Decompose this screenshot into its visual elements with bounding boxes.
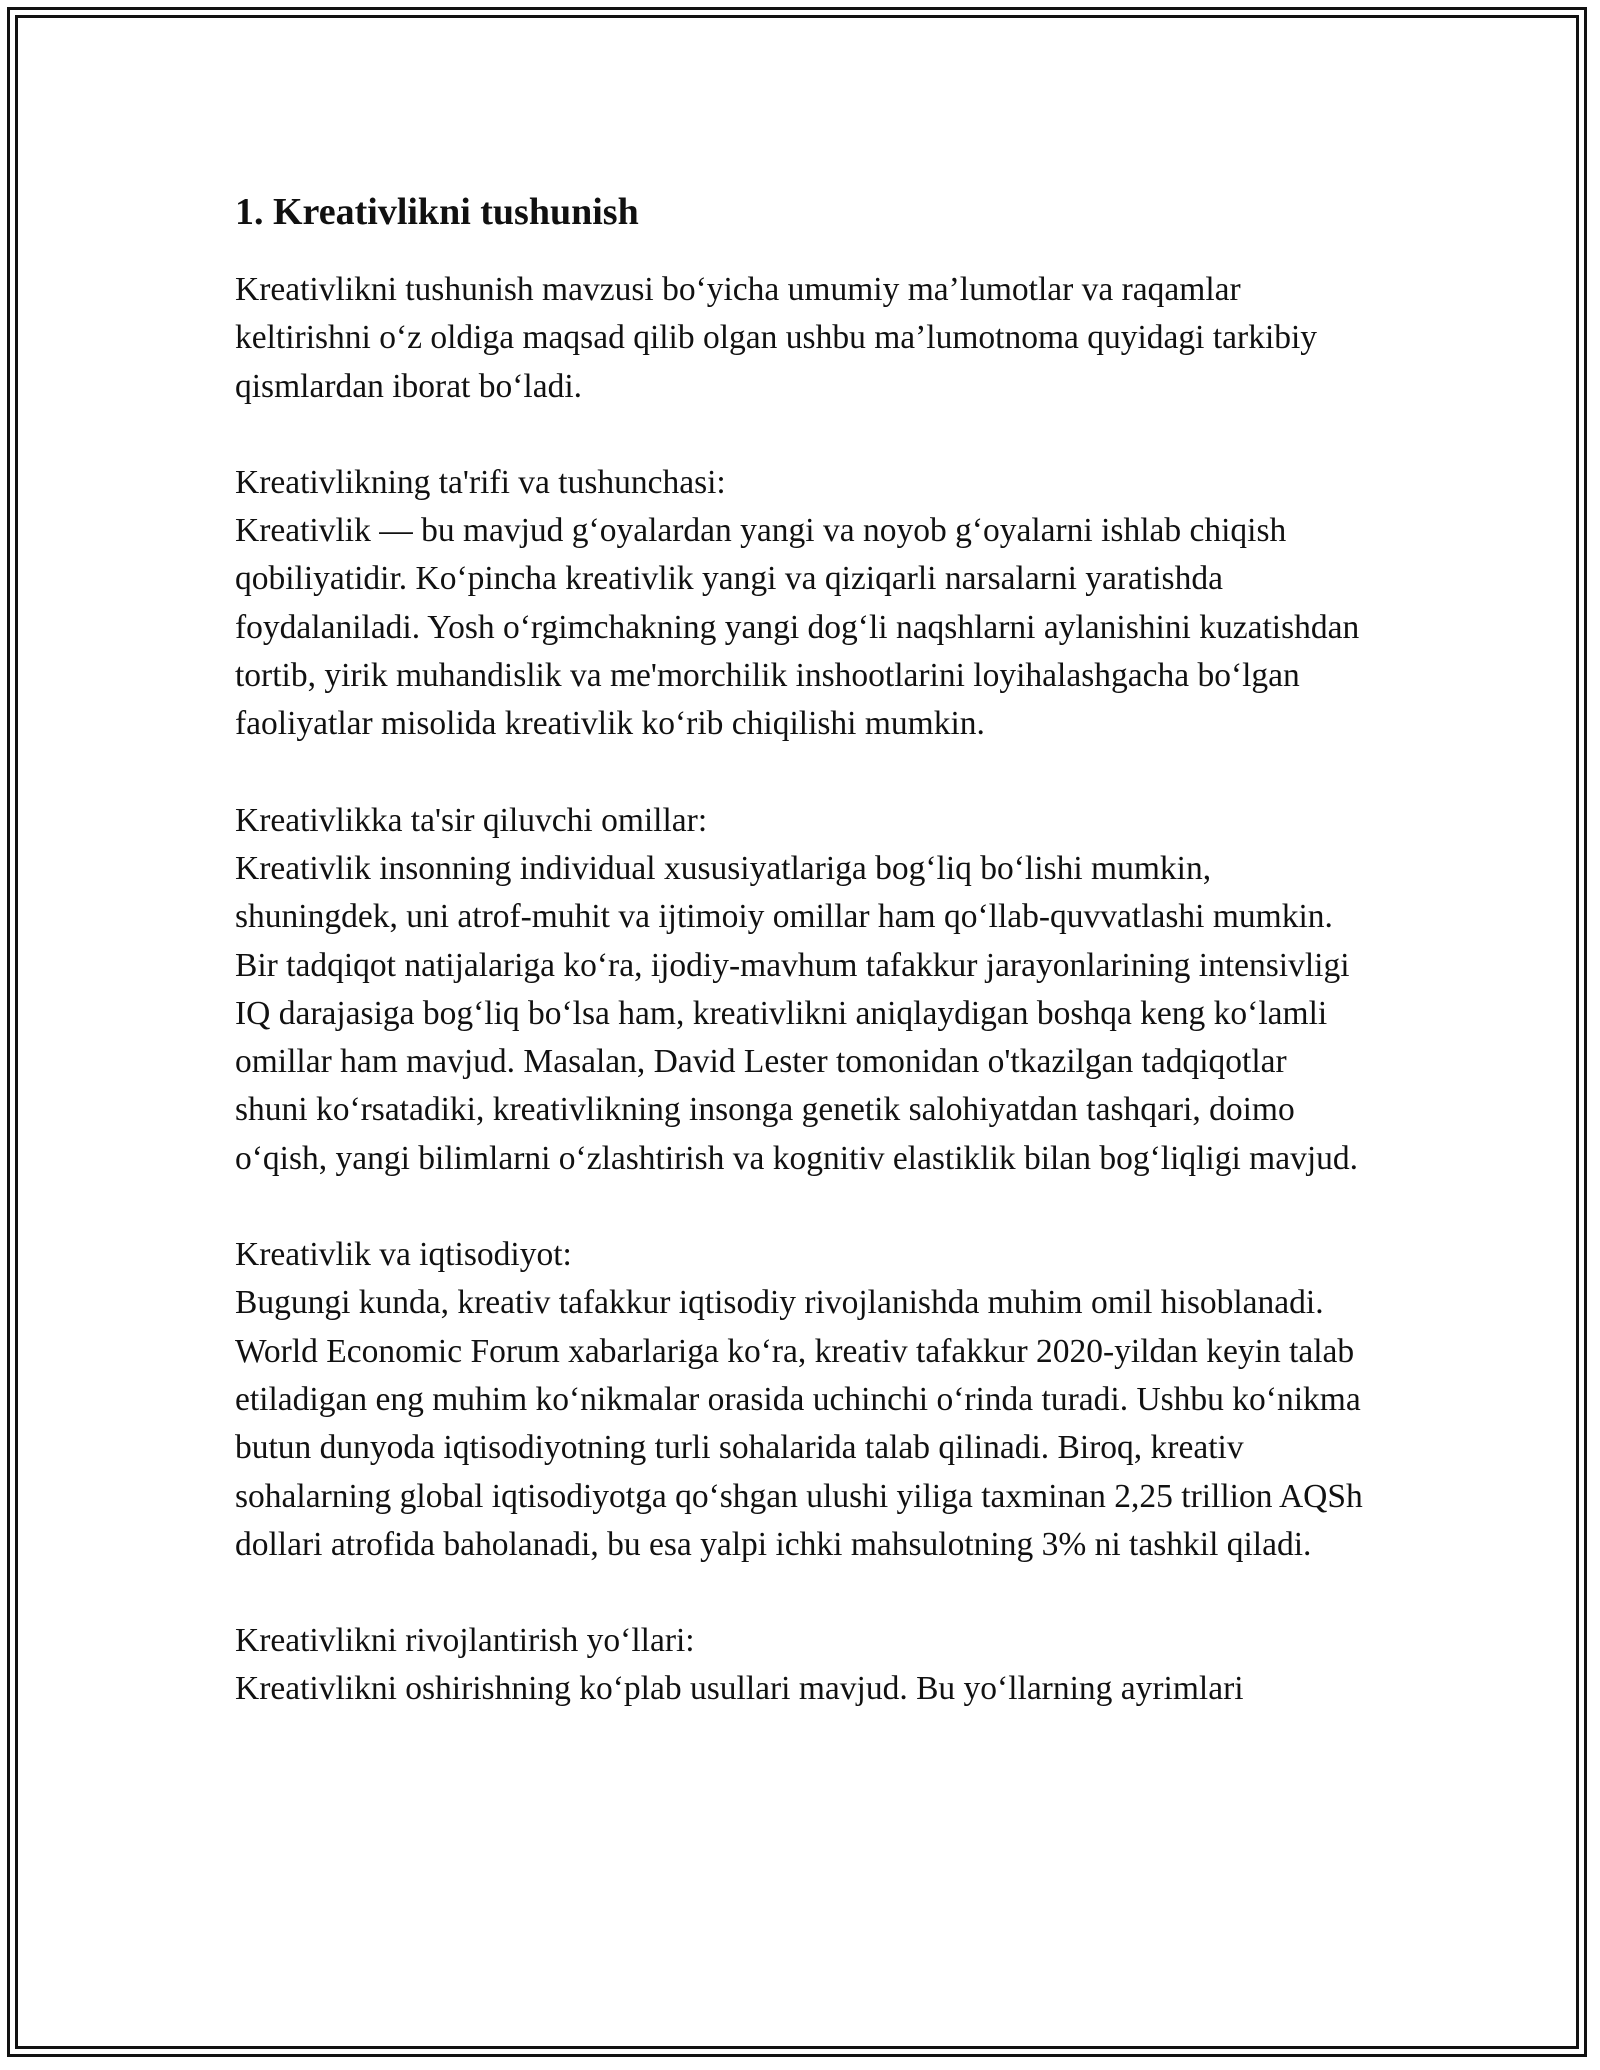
definition-body: Kreativlik — bu mavjud g‘oyalardan yangi va noyob g‘oyalarni ishlab chiqish qobiliyatidir. Ko‘pincha kreativlik yangi va qiziqarli narsalarni yaratishda foydalaniladi. Yosh o‘rgimchakning yangi dog‘li naqshlarni aylanishini kuzatishdan tortib, yirik muhandislik va me'morchilik inshootlarini loyihalashgacha bo‘lgan faoliyatlar misolida kreativlik ko‘rib chiqilishi mumkin.	[235, 512, 1360, 743]
development-title: Kreativlikni rivojlantirish yo‘llari:	[235, 1622, 695, 1660]
intro-paragraph: Kreativlikni tushunish mavzusi bo‘yicha umumiy ma’lumotlar va raqamlar keltirishni o‘z oldiga maqsad qilib olgan ushbu ma’lumotnoma quyidagi tarkibiy qismlardan iborat bo‘ladi.	[235, 271, 1318, 405]
factors-title: Kreativlikka ta'sir qiluvchi omillar:	[235, 801, 708, 839]
development-section	[235, 1617, 1365, 1714]
definition-title: Kreativlikning ta'rifi va tushunchasi:	[235, 463, 726, 501]
section-heading: 1. Kreativlikni tushunish	[235, 191, 639, 233]
development-body: Kreativlikni oshirishning ko‘plab usullari mavjud. Bu yo‘llarning ayrimlari	[235, 1670, 1244, 1708]
factors-body: Kreativlik insonning individual xususiyatlariga bog‘liq bo‘lishi mumkin, shuningdek, uni atrof-muhit va ijtimoiy omillar ham qo‘llab-quvvatlashi mumkin. Bir tadqiqot natijalariga ko‘ra, ijodiy-mavhum tafakkur jarayonlarining intensivligi IQ darajasiga bog‘liq bo‘lsa ham, kreativlikni aniqlaydigan boshqa keng ko‘lamli omillar ham mavjud. Masalan, David Lester tomonidan o'tkazilgan tadqiqotlar shuni ko‘rsatadiki, kreativlikning insonga genetik salohiyatdan tashqari, doimo o‘qish, yangi bilimlarni o‘zlashtirish va kognitiv elastiklik bilan bog‘liqligi mavjud.	[235, 849, 1359, 1177]
definition-section	[235, 459, 1365, 749]
factors-section	[235, 797, 1365, 1183]
economy-section	[235, 1231, 1365, 1569]
economy-title: Kreativlik va iqtisodiyot:	[235, 1236, 572, 1274]
document-body	[235, 186, 1365, 1762]
economy-body: Bugungi kunda, kreativ tafakkur iqtisodiy rivojlanishda muhim omil hisoblanadi. World Economic Forum xabarlariga ko‘ra, kreativ tafakkur 2020-yildan keyin talab etiladigan eng muhim ko‘nikmalar orasida uchinchi o‘rinda turadi. Ushbu ko‘nikma butun dunyoda iqtisodiyotning turli sohalarida talab qilinadi. Biroq, kreativ sohalarning global iqtisodiyotga qo‘shgan ulushi yiliga taxminan 2,25 trillion AQSh dollari atrofida baholanadi, bu esa yalpi ichki mahsulotning 3% ni tashkil qiladi.	[235, 1284, 1363, 1563]
